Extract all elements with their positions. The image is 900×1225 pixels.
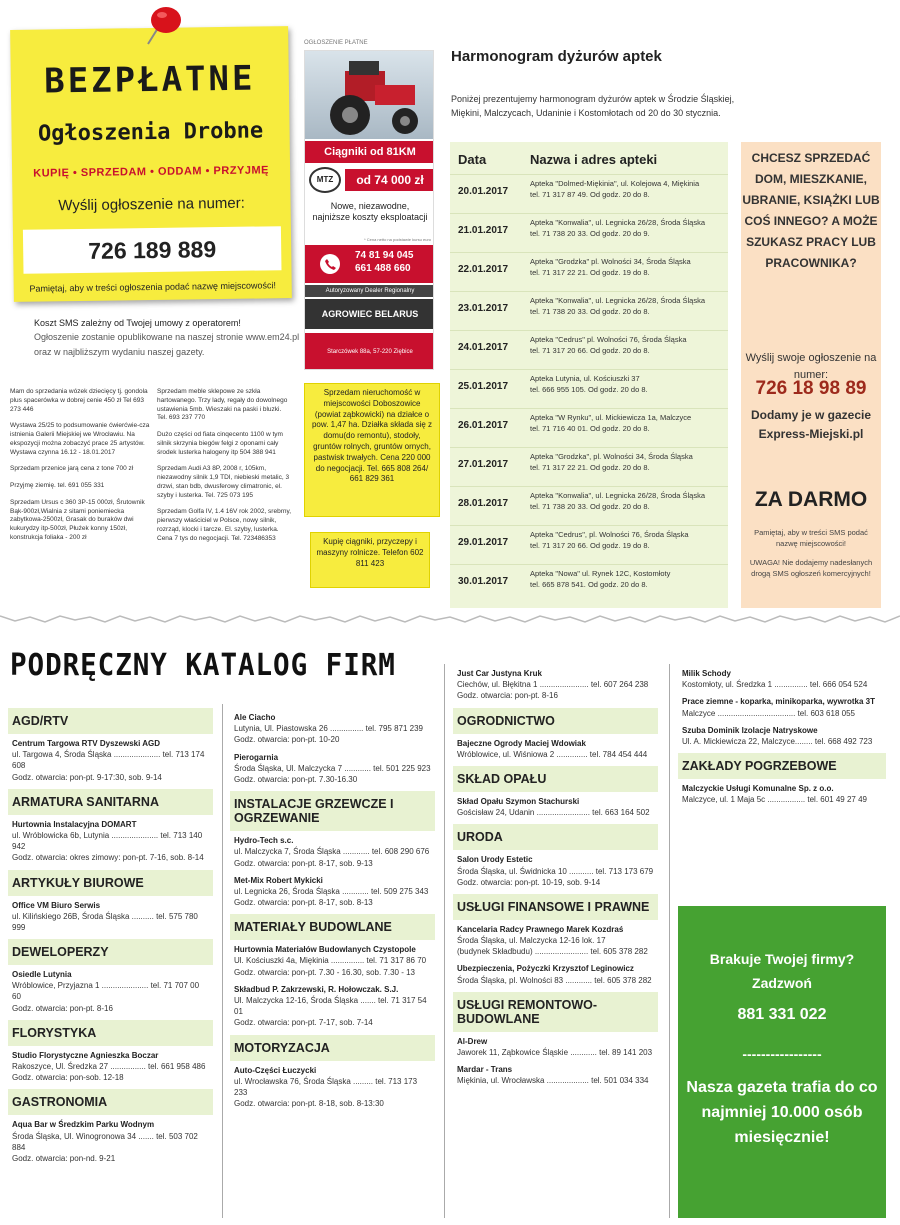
pharmacy-phone: tel. 71 317 22 21. Od godz. 19 do 8. xyxy=(530,267,650,277)
catalog-category-header: FLORYSTYKA xyxy=(8,1020,213,1046)
tractor-price: od 74 000 zł xyxy=(345,169,434,191)
firm-name: Pierogarnia xyxy=(234,752,279,762)
pharmacy-row xyxy=(450,252,728,290)
firm-detail: Wróblowice, ul. Wiśniowa 2 .............. tel. 784 454 444 xyxy=(457,749,648,759)
catalog-category-header: ARMATURA SANITARNA xyxy=(8,789,213,815)
sticky-subtitle: Ogłoszenia Drobne xyxy=(37,118,264,147)
pharmacy-address xyxy=(530,569,722,591)
small-ad: Sprzedam meble sklepowe ze szkła hartowanego. Trzy lady, regały do dowolnego ustawienia 5mb. Wieszaki na paski i bluzki. Tel. 693 237 770 xyxy=(157,388,288,422)
catalog-column-3 xyxy=(453,668,658,1093)
firm-detail: Godz. otwarcia: pon-pt. 10-20 xyxy=(234,735,340,745)
catalog-category-header: DEWELOPERZY xyxy=(8,939,213,965)
firm-detail: ul. Targowa 4, Środa Śląska ..................... tel. 713 174 608 xyxy=(12,750,205,771)
firm-name: Salon Urody Estetic xyxy=(457,855,533,865)
firm-detail: Kostomłoty, ul. Średzka 1 ............... tel. 666 054 524 xyxy=(682,680,868,690)
pharmacy-address xyxy=(530,374,722,396)
catalog-entry[interactable] xyxy=(678,668,886,690)
catalog-category-header: OGRODNICTWO xyxy=(453,708,658,734)
firm-detail: Godz. otwarcia: pon-pt. 9-17:30, sob. 9-14 xyxy=(12,772,162,782)
firm-detail: Jaworek 11, Ząbkowice Śląskie ............ tel. 89 141 203 xyxy=(457,1048,653,1057)
firm-detail: Wróblowice, Przyjazna 1 ..................... tel. 71 707 00 60 xyxy=(12,981,200,1002)
col-name-header: Nazwa i adres apteki xyxy=(530,152,658,167)
firm-detail: ul. Wróblowicka 6b, Lutynia ..................... tel. 713 140 942 xyxy=(12,830,203,852)
small-ad: Dużo części od fiata cinqecento 1100 w tym silnik skrzynia biegów felgi z oponami cały środek lusterka halogeny itp 504 388 941 xyxy=(157,431,283,456)
torn-edge-divider xyxy=(0,614,900,624)
small-ad: Sprzedam Ursus c 360 3P-15 000zł, Śrutownik Bąk-900zł,Wialnia z sitami poniemiecka zabytkowa-2500zł, Grasak do buraków dwi kukurydzy itp-500zł, Płużek konny 150zł, konstrukcja foliaka - 200 zł xyxy=(10,498,145,541)
pharmacy-name: Apteka "Cedrus" pl. Wolności 76, Środa Śląska xyxy=(530,335,687,344)
property-ad: Sprzedam nieruchomość w miejscowości Doboszowice (powiat ząbkowicki) na działce o pow. 1,47 ha. Działka składa się z domu(do remontu), stodoły, gruntów rolnych, gruntów ornych, pastwisk trwałych. Cena 220 000 do negocjacji. Tel. 665 808 264/ 661 829 361 xyxy=(304,383,440,517)
catalog-entry[interactable] xyxy=(230,835,435,869)
column-divider xyxy=(669,664,670,1218)
pharmacy-date: 22.01.2017 xyxy=(458,264,509,275)
firm-name: Składbud P. Zakrzewski, R. Hołowczak. S.J. xyxy=(234,984,399,994)
sell-number: 726 18 98 89 xyxy=(755,378,867,399)
firm-name: Osiedle Lutynia xyxy=(12,970,72,980)
sell-warning: UWAGA! Nie dodajemy nadesłanych drogą SMS ogłoszeń komercyjnych! xyxy=(749,558,873,578)
sticky-actions: KUPIĘ • SPRZEDAM • ODDAM • PRZYJMĘ xyxy=(33,164,270,180)
catalog-entry[interactable] xyxy=(8,1050,213,1084)
pharmacy-row xyxy=(450,525,728,563)
firm-detail: Środa Śląska, ul. Malczycka 12-16 lok. 17 xyxy=(457,936,606,946)
catalog-entry[interactable] xyxy=(8,738,213,783)
firm-detail: Lutynia, Ul. Piastowska 26 ............... tel. 795 871 239 xyxy=(234,724,423,734)
pharmacy-date: 29.01.2017 xyxy=(458,537,509,548)
firm-detail: Środa Śląska, ul. Świdnicka 10 ........... tel. 713 173 679 xyxy=(457,866,654,876)
pharmacy-phone: tel. 666 955 105. Od godz. 20 do 8. xyxy=(530,384,648,394)
firm-name: Prace ziemne - koparka, minikoparka, wywrotka 3T xyxy=(682,697,875,707)
pharmacy-row xyxy=(450,447,728,485)
catalog-column-4 xyxy=(678,668,886,812)
catalog-entry[interactable] xyxy=(230,984,435,1029)
firm-detail: Malczyce, ul. 1 Maja 5c ................. tel. 601 49 27 49 xyxy=(682,795,867,805)
pharmacy-date: 21.01.2017 xyxy=(458,225,509,236)
firm-detail: Środa Śląska, pl. Wolności 83 ............ tel. 605 378 282 xyxy=(457,975,652,985)
pharmacy-row xyxy=(450,330,728,368)
tractor-ad[interactable] xyxy=(304,50,434,370)
pharmacy-table xyxy=(450,142,728,608)
firm-name: Just Car Justyna Kruk xyxy=(457,669,542,678)
firm-detail: Rakoszyce, Ul. Średzka 27 ................ tel. 661 958 486 xyxy=(12,1062,206,1071)
sms-cost: Koszt SMS zależny od Twojej umowy z operatorem! xyxy=(34,318,241,328)
firm-name: Hurtownia Instalacyjna DOMART xyxy=(12,819,137,829)
pharmacy-phone: tel. 665 878 541. Od godz. 20 do 8. xyxy=(530,579,648,589)
tractor-note: * Cena netto na podstawie kursu euro xyxy=(364,237,431,242)
sell-free: ZA DARMO xyxy=(754,488,868,511)
paid-ad-label: OGŁOSZENIE PŁATNE xyxy=(304,40,368,46)
pushpin-icon xyxy=(140,0,186,46)
catalog-entry[interactable] xyxy=(8,819,213,864)
sell-box xyxy=(741,142,881,608)
tractor-desc-2: najniższe koszty eksploatacji xyxy=(312,211,428,222)
catalog-category-header: AGD/RTV xyxy=(8,708,213,734)
firm-detail: Godz. otwarcia: pon-nd. 9-21 xyxy=(12,1153,116,1163)
firm-name: Met-Mix Robert Mykicki xyxy=(234,875,323,885)
reach-statement: Nasza gazeta trafia do co najmniej 10.000 osób miesięcznie! xyxy=(686,1079,878,1146)
sticky-reminder: Pamiętaj, aby w treści ogłoszenia podać nazwę miejscowości! xyxy=(29,280,277,294)
pharmacy-address xyxy=(530,491,722,513)
firm-name: Studio Florystyczne Agnieszka Boczar xyxy=(12,1050,159,1060)
firm-name: Milik Schody xyxy=(682,669,731,678)
catalog-category-header: GASTRONOMIA xyxy=(8,1089,213,1115)
catalog-entry[interactable] xyxy=(453,854,658,888)
pharmacy-name: Apteka "Cedrus", pl. Wolności 76, Środa Śląska xyxy=(530,530,689,539)
firm-name: Szuba Dominik Izolacje Natryskowe xyxy=(682,725,818,735)
firm-detail: Godz. otwarcia: pon-pt. 8-16 xyxy=(12,1003,113,1013)
sell-added: Dodamy je w gazecie Express-Miejski.pl xyxy=(750,408,872,442)
tractor-phones xyxy=(305,245,434,283)
firm-name: Malczyckie Usługi Komunalne Sp. z o.o. xyxy=(682,784,834,794)
pharmacy-date: 30.01.2017 xyxy=(458,576,509,587)
pharmacy-phone: tel. 71 317 87 49. Od godz. 20 do 8. xyxy=(530,189,650,199)
pharmacy-phone: tel. 71 738 20 33. Od godz. 20 do 8. xyxy=(530,306,650,316)
catalog-entry[interactable] xyxy=(8,1119,213,1164)
catalog-category-header: URODA xyxy=(453,824,658,850)
small-ad: Sprzedam Audi A3 8P, 2008 r, 105km, niezawodny silnik 1,9 TDI, niebieski metalic, 3 drzwi, stan bdb, dwusferowy climatronic, el. szyby i lusterka. Tel. 725 073 195 xyxy=(157,465,290,499)
catalog-column-1 xyxy=(8,708,213,1170)
firm-name: Hydro-Tech s.c. xyxy=(234,836,294,846)
sms-info xyxy=(34,316,304,359)
catalog-entry[interactable] xyxy=(8,969,213,1014)
small-ad: Sprzedam Golfa IV, 1.4 16V rok 2002, srebrny, pierwszy właściciel w Polsce, nowy silnik, rozrząd, klocki i tarcze. El. szyby, lusterka. Cena 7 tys do negocjacji. Tel. 723486353 xyxy=(157,508,292,542)
catalog-column-2 xyxy=(230,712,435,1115)
catalog-category-header: MOTORYZACJA xyxy=(230,1035,435,1061)
pharmacy-row xyxy=(450,564,728,602)
pharmacy-title: Harmonogram dyżurów aptek xyxy=(451,48,662,65)
firm-detail: ul. Wrocławska 76, Środa Śląska ......... tel. 713 173 233 xyxy=(234,1076,418,1097)
sticky-note xyxy=(10,26,292,302)
catalog-entry[interactable] xyxy=(453,1064,658,1086)
firm-name: Ubezpieczenia, Pożyczki Krzysztof Leginowicz xyxy=(457,964,634,974)
pharmacy-address xyxy=(530,257,722,279)
pharmacy-address xyxy=(530,452,722,474)
catalog-entry[interactable] xyxy=(453,924,658,958)
pharmacy-date: 23.01.2017 xyxy=(458,303,509,314)
tractor-brands: AGROWIEC BELARUS xyxy=(305,299,434,329)
firm-name: Auto-Części Łuczycki xyxy=(234,1065,317,1075)
pharmacy-name: Apteka "Konwalia", ul. Legnicka 26/28, Środa Śląska xyxy=(530,491,706,500)
tractor-dealer: Autoryzowany Dealer Regionalny xyxy=(305,285,434,297)
pharmacy-name: Apteka "Grodzka", pl. Wolności 34, Środa Śląska xyxy=(530,452,693,461)
pharmacy-address xyxy=(530,335,722,357)
small-ad: Wystawa 25/25 to podsumowanie ćwierćwie-cza istnienia Galerii Miejskiej we Wrocławiu. Na ekspozycji można zobaczyć prace 25 artystów. Wystawa czynna 16.12 - 18.01.2017 xyxy=(10,422,150,456)
col-date-header: Data xyxy=(458,152,487,167)
firm-detail: Środa Śląska, Ul. Winogronowa 34 ....... tel. 503 702 884 xyxy=(12,1131,198,1152)
pharmacy-row xyxy=(450,408,728,446)
pharmacy-row xyxy=(450,369,728,407)
small-ad: Mam do sprzedania wózek dziecięcy tj. gondola plus spacerówka w dobrej cenie 450 zł Tel 693 273 446 xyxy=(10,388,148,413)
firm-name: Hurtownia Materiałów Budowlanych Czystopole xyxy=(234,945,416,955)
firm-detail: (budynek Składbudu) ........................ tel. 605 378 282 xyxy=(457,947,648,957)
buy-tractors-ad: Kupię ciągniki, przyczepy i maszyny rolnicze. Telefon 602 811 423 xyxy=(310,532,430,588)
firm-detail: Godz. otwarcia: okres zimowy: pon-pt. 7-16, sob. 8-14 xyxy=(12,853,204,863)
firm-name: Kancelaria Radcy Prawnego Marek Kozdraś xyxy=(457,924,624,934)
firm-detail: Godz. otwarcia: pon-pt. 8-17, sob. 8-13 xyxy=(234,898,373,908)
small-ads-col-2 xyxy=(157,388,292,551)
firm-detail: Godz. otwarcia: pon-pt. 8-18, sob. 8-13:30 xyxy=(234,1099,384,1109)
pharmacy-name: Apteka "Konwalia", ul. Legnicka 26/28, Środa Śląska xyxy=(530,296,706,305)
catalog-category-header: ARTYKUŁY BIUROWE xyxy=(8,870,213,896)
catalog-entry[interactable] xyxy=(453,796,658,818)
firm-detail: Ul. A. Mickiewicza 22, Malczyce........ tel. 668 492 723 xyxy=(682,736,873,746)
pharmacy-phone: tel. 71 738 20 33. Od godz. 20 do 8. xyxy=(530,501,650,511)
pharmacy-date: 25.01.2017 xyxy=(458,381,509,392)
catalog-entry[interactable] xyxy=(678,725,886,747)
mtz-logo: MTZ xyxy=(309,167,341,193)
pharmacy-date: 28.01.2017 xyxy=(458,498,509,509)
firm-detail: Godz. otwarcia: pon-pt. 7-17, sob. 7-14 xyxy=(234,1018,373,1028)
firm-detail: Gościsław 24, Udanin ........................ tel. 663 164 502 xyxy=(457,808,650,818)
catalog-entry[interactable] xyxy=(453,1036,658,1058)
pharmacy-address xyxy=(530,413,722,435)
pharmacy-date: 26.01.2017 xyxy=(458,420,509,431)
firm-name: Ale Ciacho xyxy=(234,713,276,722)
firm-detail: ul. Legnicka 26, Środa Śląska ............ tel. 509 275 343 xyxy=(234,886,429,896)
firm-name: Aqua Bar w Średzkim Parku Wodnym xyxy=(12,1120,155,1130)
firm-name: Mardar - Trans xyxy=(457,1065,513,1075)
tractor-phone-1: 74 81 94 045 xyxy=(355,250,414,261)
catalog-entry[interactable] xyxy=(230,1065,435,1110)
sms-publish: Ogłoszenie zostanie opublikowane na naszej stronie www.em24.pl xyxy=(34,332,300,343)
catalog-entry[interactable] xyxy=(678,783,886,805)
firm-detail: Godz. otwarcia: pon-pt. 8-16 xyxy=(457,691,558,701)
catalog-entry[interactable] xyxy=(678,696,886,718)
firm-detail: Ciechów, ul. Błękitna 1 ...................... tel. 607 264 238 xyxy=(457,680,649,690)
pharmacy-row xyxy=(450,486,728,524)
missing-firm-box xyxy=(678,906,886,1218)
missing-firm-number: 881 331 022 xyxy=(737,1006,827,1023)
catalog-category-header: SKŁAD OPAŁU xyxy=(453,766,658,792)
pharmacy-name: Apteka "W Rynku", ul. Mickiewicza 1a, Malczyce xyxy=(530,413,692,422)
pharmacy-address xyxy=(530,179,722,201)
firm-detail: Godz. otwarcia: pon-pt. 7.30-16.30 xyxy=(234,774,358,784)
small-ads-col-1 xyxy=(10,388,150,551)
pharmacy-phone: tel. 71 738 20 33. Od godz. 20 do 9. xyxy=(530,228,650,238)
catalog-category-header: ZAKŁADY POGRZEBOWE xyxy=(678,753,886,779)
firm-name: Al-Drew xyxy=(457,1036,488,1046)
small-ad: Przyjmę ziemię. tel. 691 055 331 xyxy=(10,482,105,490)
pharmacy-intro: Poniżej prezentujemy harmonogram dyżurów aptek w Środzie Śląskiej, Miękini, Malczycach, Udaninie i Kostomłotach od 20 do 30 stycznia. xyxy=(451,94,735,119)
missing-firm-question: Brakuje Twojej firmy? Zadzwoń xyxy=(709,951,855,991)
pharmacy-phone: tel. 71 317 22 21. Od godz. 20 do 8. xyxy=(530,462,650,472)
firm-detail: Godz. otwarcia: pon-pt. 10-19, sob. 9-14 xyxy=(457,877,601,887)
sticky-send-label: Wyślij ogłoszenie na numer: xyxy=(58,194,245,215)
tractor-headline: Ciągniki od 81KM xyxy=(305,141,434,163)
pharmacy-row xyxy=(450,174,728,212)
firm-name: Bajeczne Ogrody Maciej Wdowiak xyxy=(457,738,586,748)
small-ad: Sprzedam przenice jarą cena z tone 700 zł xyxy=(10,465,134,473)
sell-reminder: Pamiętaj, aby w treści SMS podać nazwę miejscowości! xyxy=(754,528,868,548)
tractor-address: Starczówek 88a, 57-220 Ziębice xyxy=(305,333,434,370)
pharmacy-name: Apteka "Dolmed-Miękinia", ul. Kolejowa 4, Miękinia xyxy=(530,179,700,188)
pharmacy-address xyxy=(530,296,722,318)
pharmacy-name: Apteka Lutynia, ul. Kościuszki 37 xyxy=(530,374,640,383)
firm-name: Centrum Targowa RTV Dyszewski AGD xyxy=(12,739,161,748)
catalog-entry[interactable] xyxy=(453,963,658,985)
firm-detail: ul. Malczycka 7, Środa Śląska ............ tel. 608 290 676 xyxy=(234,847,430,857)
tractor-phone-2: 661 488 660 xyxy=(355,263,411,274)
pharmacy-address xyxy=(530,218,722,240)
pharmacy-name: Apteka "Nowa" ul. Rynek 12C, Kostomłoty xyxy=(530,569,671,578)
pharmacy-row xyxy=(450,291,728,329)
catalog-entry[interactable] xyxy=(230,752,435,786)
catalog-entry[interactable] xyxy=(230,712,435,746)
phone-icon xyxy=(319,253,341,275)
catalog-entry[interactable] xyxy=(8,900,213,934)
tractor-desc xyxy=(305,201,434,223)
firm-detail: Godz. otwarcia: pon-pt. 7.30 - 16.30, sob. 7.30 - 13 xyxy=(234,967,415,977)
catalog-entry[interactable] xyxy=(453,668,658,702)
firm-detail: ul. Kilińskiego 26B, Środa Śląska .......... tel. 575 780 999 xyxy=(12,911,198,932)
firm-detail: Malczyce ................................... tel. 603 618 055 xyxy=(682,708,855,718)
tractor-desc-1: Nowe, niezawodne, xyxy=(330,201,410,211)
firm-detail: Ul. Malczycka 12-16, Środa Śląska ....... tel. 71 317 54 01 xyxy=(234,996,427,1017)
firm-detail: Ul. Kościuszki 4a, Miękinia ............... tel. 71 317 86 70 xyxy=(234,956,427,966)
missing-firm-dashes: ----------------- xyxy=(742,1046,822,1062)
pharmacy-date: 24.01.2017 xyxy=(458,342,509,353)
pharmacy-date: 27.01.2017 xyxy=(458,459,509,470)
sms-publish-2: oraz w najbliższym wydaniu naszej gazety. xyxy=(34,346,205,357)
pharmacy-name: Apteka "Grodzka" pl. Wolności 34, Środa Śląska xyxy=(530,257,691,266)
catalog-category-header: INSTALACJE GRZEWCZE I OGRZEWANIE xyxy=(230,791,435,831)
catalog-category-header: USŁUGI FINANSOWE I PRAWNE xyxy=(453,894,658,920)
sell-send: Wyślij swoje ogłoszenie na numer: xyxy=(745,352,877,381)
catalog-category-header: USŁUGI REMONTOWO-BUDOWLANE xyxy=(453,992,658,1032)
firm-name: Skład Opału Szymon Stachurski xyxy=(457,796,580,806)
pharmacy-date: 20.01.2017 xyxy=(458,186,509,197)
firm-detail: Godz. otwarcia: pon-pt. 8-17, sob. 9-13 xyxy=(234,858,373,868)
firm-name: Office VM Biuro Serwis xyxy=(12,900,101,910)
pharmacy-row xyxy=(450,213,728,251)
catalog-title: PODRĘCZNY KATALOG FIRM xyxy=(10,648,396,683)
column-divider xyxy=(222,704,223,1218)
firm-detail: Godz. otwarcia: pon-sob. 12-18 xyxy=(12,1073,124,1083)
tractor-image xyxy=(305,51,434,139)
pharmacy-phone: tel. 71 317 20 66. Od godz. 20 do 8. xyxy=(530,345,650,355)
column-divider xyxy=(444,664,445,1218)
catalog-entry[interactable] xyxy=(230,944,435,978)
pharmacy-name: Apteka "Konwalia", ul. Legnicka 26/28, Środa Śląska xyxy=(530,218,706,227)
firm-detail: Miękinia, ul. Wrocławska ................... tel. 501 034 334 xyxy=(457,1076,649,1086)
catalog-entry[interactable] xyxy=(453,738,658,760)
sell-question: CHCESZ SPRZEDAĆ DOM, MIESZKANIE, UBRANIE, KSIĄŻKI LUB COŚ INNEGO? A MOŻE SZUKASZ PRACY LUB PRACOWNIKA? xyxy=(742,151,880,270)
sticky-phone-number: 726 189 889 xyxy=(23,226,282,274)
pharmacy-phone: tel. 71 317 20 66. Od godz. 19 do 8. xyxy=(530,540,650,550)
pharmacy-phone: tel. 71 716 40 01. Od godz. 20 do 8. xyxy=(530,423,650,433)
pharmacy-address xyxy=(530,530,722,552)
firm-detail: Środa Śląska, Ul. Malczycka 7 ............ tel. 501 225 923 xyxy=(234,763,431,773)
sticky-title: BEZPŁATNE xyxy=(43,58,256,102)
catalog-entry[interactable] xyxy=(230,875,435,909)
catalog-category-header: MATERIAŁY BUDOWLANE xyxy=(230,914,435,940)
